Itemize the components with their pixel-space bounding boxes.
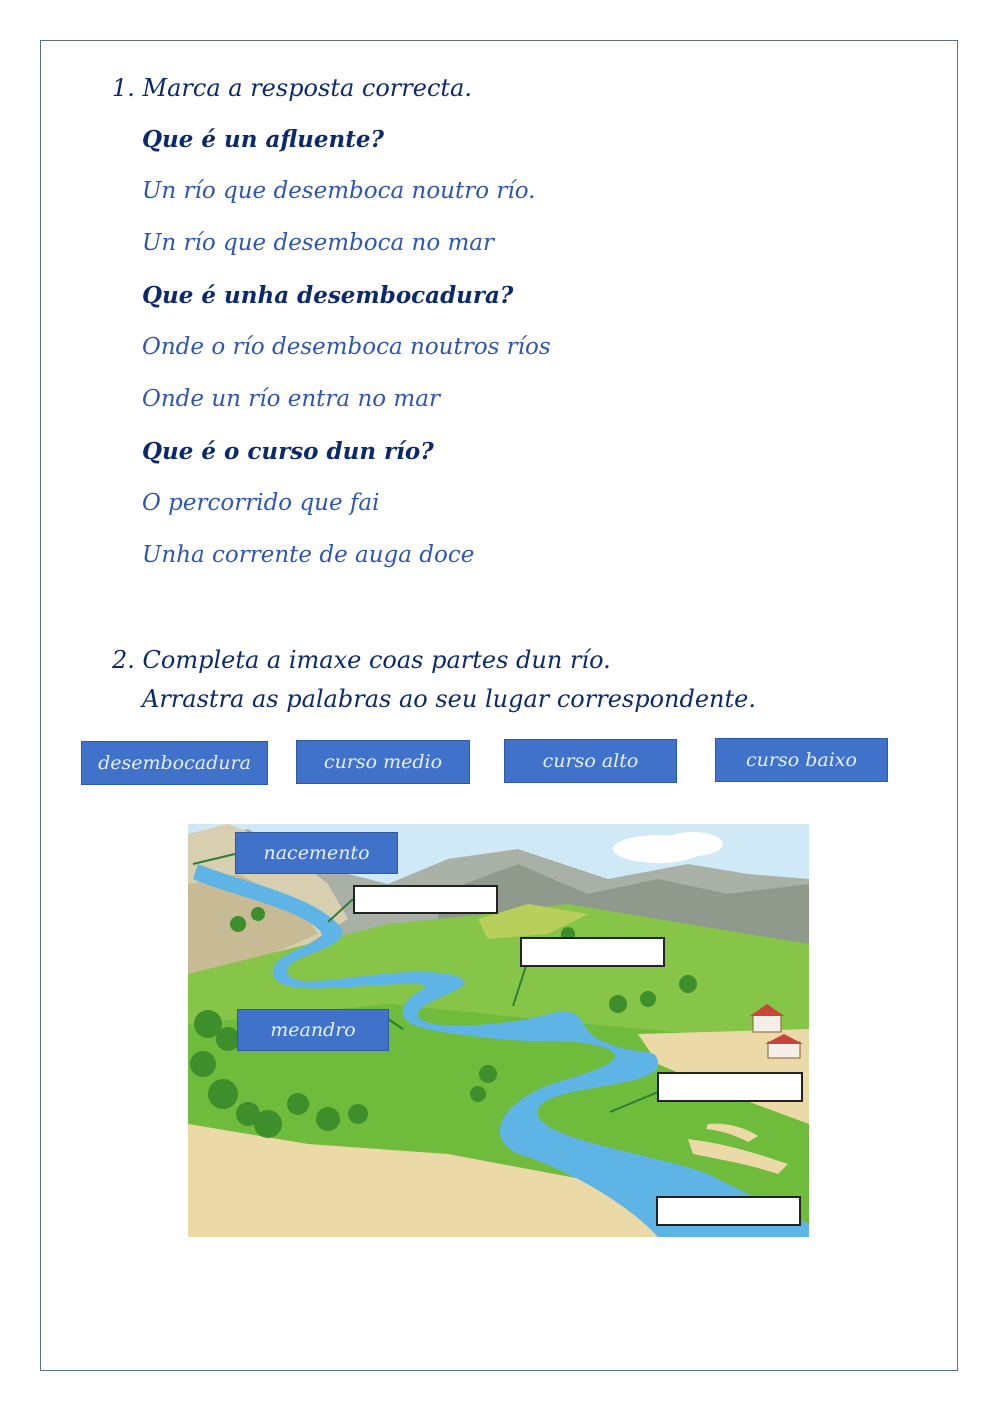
label-nacemento[interactable]: nacemento: [235, 832, 398, 874]
q1a-prompt: Que é un afluente?: [142, 126, 384, 153]
drop-zone-2[interactable]: [520, 937, 665, 967]
q1b-option-2[interactable]: Onde un río entra no mar: [142, 386, 440, 412]
q1c-option-2[interactable]: Unha corrente de auga doce: [142, 542, 475, 568]
drop-zone-4[interactable]: [656, 1196, 801, 1226]
q1a-option-2[interactable]: Un río que desemboca no mar: [142, 230, 494, 256]
q1-heading: 1. Marca a resposta correcta.: [112, 74, 472, 102]
q1c-prompt: Que é o curso dun río?: [142, 438, 434, 465]
q1b-prompt: Que é unha desembocadura?: [142, 282, 514, 309]
q2-instruction: Arrastra as palabras ao seu lugar correspondente.: [142, 685, 756, 713]
word-tile-curso-alto[interactable]: curso alto: [504, 739, 677, 783]
drop-zone-1[interactable]: [353, 885, 498, 914]
label-meandro[interactable]: meandro: [237, 1009, 389, 1051]
q1a-option-1[interactable]: Un río que desemboca noutro río.: [142, 178, 536, 204]
drop-zone-3[interactable]: [657, 1072, 803, 1102]
q1b-option-1[interactable]: Onde o río desemboca noutros ríos: [142, 334, 551, 360]
word-tile-desembocadura[interactable]: desembocadura: [81, 741, 268, 785]
word-tile-curso-baixo[interactable]: curso baixo: [715, 738, 888, 782]
word-tile-curso-medio[interactable]: curso medio: [296, 740, 470, 784]
q2-heading: 2. Completa a imaxe coas partes dun río.: [112, 646, 611, 674]
q1c-option-1[interactable]: O percorrido que fai: [142, 490, 380, 516]
